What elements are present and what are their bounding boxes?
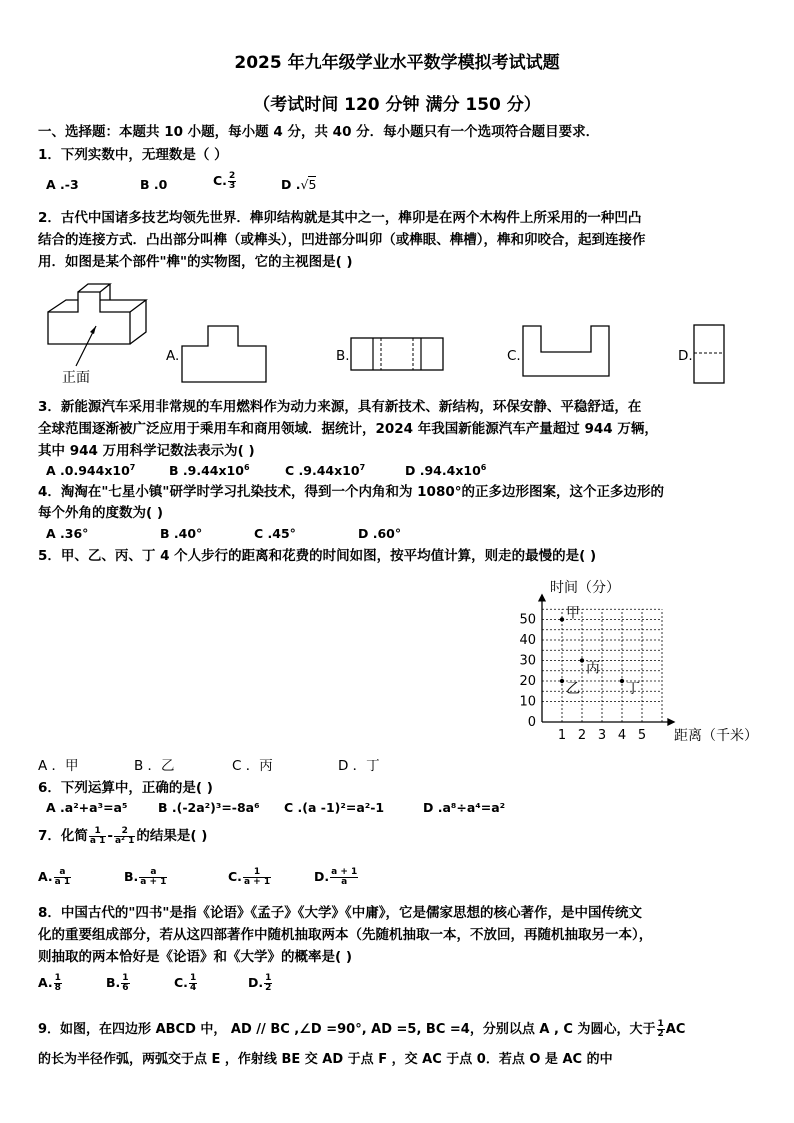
- q1-option-c: C. $\frac{2}{3}$: [213, 171, 236, 191]
- chart-x-axis-label: 距离（千米）: [674, 728, 758, 744]
- exam-subtitle: （考试时间 120 分钟 满分 150 分）: [253, 95, 541, 115]
- x-tick-label: 3: [597, 728, 607, 743]
- q1-option-d: D .√5: [281, 177, 317, 192]
- data-point: [560, 617, 564, 621]
- q2-option-a-figure: [180, 324, 270, 386]
- q4-option-c: C .45°: [254, 526, 296, 541]
- data-point: [620, 679, 624, 683]
- q7-option-c: C. $\frac{1}{a + 1}$: [228, 867, 271, 887]
- data-point-label: 甲: [566, 605, 580, 622]
- q8-option-c: C. $\frac{1}{4}$: [174, 973, 197, 993]
- y-tick-label: 10: [519, 694, 536, 710]
- q8-option-b: B. $\frac{1}{6}$: [106, 973, 129, 993]
- q2-line3: 用．如图是某个部件"榫"的实物图，它的主视图是( ): [38, 254, 353, 270]
- y-tick-label: 0: [527, 715, 536, 730]
- data-point: [580, 658, 584, 662]
- q6-option-a: A .a²+a³=a⁵: [46, 800, 128, 815]
- q9-line2: 的长为半径作弧，两弧交于点 E ，作射线 BE 交 AD 于点 F ，交 AC 于点 0．若点 O 是 AC 的中: [38, 1052, 613, 1067]
- q3-line2: 全球范围逐渐被广泛应用于乘用车和商用领域．据统计，2024 年我国新能源汽车产量超过 944 万辆，: [38, 421, 658, 437]
- q1-stem: 1．下列实数中，无理数是（ ）: [38, 147, 228, 163]
- q6-stem: 6．下列运算中，正确的是( ): [38, 780, 213, 796]
- y-tick-label: 50: [519, 612, 536, 628]
- q3-option-d: D $.94.4x10^6$: [405, 463, 487, 479]
- q7-option-d: D. $\frac{a + 1}{a}$: [314, 867, 358, 887]
- chart-axes: [539, 595, 674, 725]
- exam-title: 2025 年九年级学业水平数学模拟考试试题: [234, 53, 560, 73]
- q2-option-b-label: B.: [336, 348, 350, 364]
- q6-option-d: D .a⁸÷a⁴=a²: [423, 800, 506, 815]
- q8-line3: 则抽取的两本恰好是《论语》和《大学》的概率是( ): [38, 949, 353, 965]
- q5-option-b: B ．乙: [134, 758, 175, 774]
- x-tick-label: 1: [557, 728, 567, 743]
- q8-option-d: D. $\frac{1}{2}$: [248, 973, 272, 993]
- q7-option-a: A. $\frac{a}{a 1}$: [38, 867, 71, 887]
- q2-line1: 2．古代中国诸多技艺均领先世界．榫卯结构就是其中之一，榫卯是在两个木构件上所采用的一种凹凸: [38, 210, 642, 226]
- q2-option-c-label: C.: [507, 348, 521, 364]
- q2-option-d-label: D.: [678, 348, 693, 364]
- q1-option-b: B .0: [140, 177, 168, 192]
- data-point-label: 丁: [626, 681, 640, 697]
- q1-option-a: A .-3: [46, 177, 79, 192]
- data-point-label: 乙: [566, 681, 580, 697]
- x-tick-label: 4: [617, 728, 627, 743]
- q8-line1: 8．中国古代的"四书"是指《论语》《孟子》《大学》《中庸》，它是儒家思想的核心著作，是中国传统文: [38, 905, 642, 921]
- q6-option-c: C .(a -1)²=a²-1: [284, 800, 385, 815]
- y-tick-label: 20: [519, 674, 536, 689]
- front-label: 正面: [62, 370, 90, 386]
- q5-stem: 5．甲、乙、丙、丁 4 个人步行的距离和花费的时间如图，按平均值计算，则走的最慢的是( ): [38, 548, 597, 564]
- q3-line3: 其中 944 万用科学记数法表示为( ): [38, 443, 255, 459]
- x-tick-label: 5: [637, 728, 647, 743]
- q3-line1: 3．新能源汽车采用非常规的车用燃料作为动力来源，具有新技术、新结构，环保安静、平稳舒适，在: [38, 399, 642, 415]
- q5-option-a: A ．甲: [38, 758, 79, 774]
- q2-option-b-figure: [349, 336, 445, 374]
- q7-option-b: B. $\frac{a}{a + 1}$: [124, 867, 167, 887]
- chart-grid: [542, 609, 662, 722]
- q5-option-c: C ．丙: [232, 758, 273, 774]
- q2-line2: 结合的连接方式．凸出部分叫榫（或榫头），凹进部分叫卯（或榫眼、榫槽），榫和卯咬合，起到连接作: [38, 232, 646, 248]
- q5-scatter-chart: [514, 572, 764, 752]
- q8-option-a: A. $\frac{1}{8}$: [38, 973, 61, 993]
- q9-line1: 9．如图，在四边形 ABCD 中， AD // BC ,∠D =90°, AD =5, BC =4，分别以点 A , C 为圆心，大于 $\frac{1}{2}$ AC: [38, 1019, 686, 1039]
- q2-option-c-figure: [521, 324, 611, 378]
- q7-stem: 7．化简 $\frac{1}{a 1}$ - $\frac{2}{\text{a² 1}}$ 的结果是( ): [38, 825, 208, 846]
- data-point: [560, 679, 564, 683]
- y-tick-label: 40: [519, 633, 536, 648]
- q5-option-d: D ．丁: [338, 758, 380, 774]
- q4-option-b: B .40°: [160, 526, 203, 541]
- data-point-label: 丙: [586, 660, 600, 677]
- q6-option-b: B .(-2a²)³=-8a⁶: [158, 800, 260, 815]
- y-tick-label: 30: [519, 653, 536, 669]
- q2-option-d-figure: [692, 323, 728, 385]
- q8-line2: 化的重要组成部分，若从这四部著作中随机抽取两本（先随机抽取一本，不放回，再随机抽取另一本），: [38, 927, 653, 943]
- q3-option-b: B $.9.44x10^6$: [169, 463, 250, 479]
- q3-option-a: A $.0.944x10^7$: [46, 463, 136, 479]
- y-axis-arrow: [539, 595, 545, 601]
- x-axis-arrow: [668, 719, 674, 725]
- tenon-3d-figure: [38, 278, 158, 390]
- q3-option-c: C $.9.44x10^7$: [285, 463, 366, 479]
- x-tick-label: 2: [577, 728, 587, 743]
- q4-line2: 每个外角的度数为( ): [38, 505, 164, 521]
- q4-option-a: A .36°: [46, 526, 89, 541]
- section-heading: 一、选择题：本题共 10 小题，每小题 4 分，共 40 分．每小题只有一个选项符合题目要求．: [38, 124, 600, 140]
- q4-option-d: D .60°: [358, 526, 402, 541]
- q2-option-a-label: A.: [166, 348, 180, 364]
- chart-ticks: [519, 613, 646, 744]
- q4-line1: 4．淘淘在"七星小镇"研学时学习扎染技术，得到一个内角和为 1080°的正多边形图案，这个正多边形的: [38, 484, 664, 500]
- chart-y-axis-label: 时间（分）: [550, 580, 620, 596]
